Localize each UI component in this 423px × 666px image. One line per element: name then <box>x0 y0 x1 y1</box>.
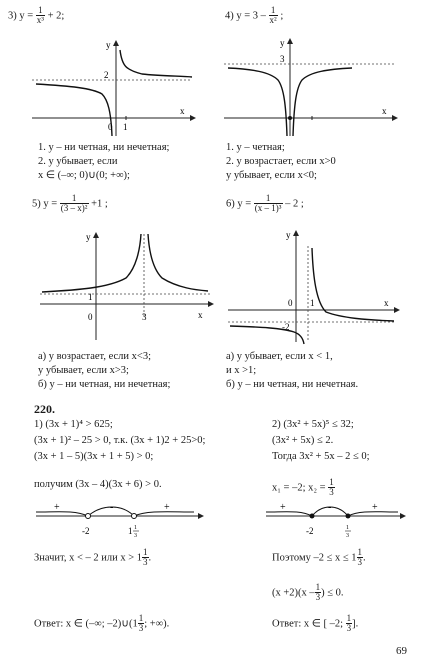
t220-right-point-1: -2 <box>306 526 314 536</box>
p4-lhs: y = 3 – <box>236 10 266 22</box>
t220-left-point-2-num: 1 <box>134 525 137 531</box>
t220-right-factored-fraction: $\frac{1}{3}$ <box>315 582 321 603</box>
p5-prop-2: y убывает, если x>3; <box>38 365 129 376</box>
t220-left-conclusion-text: Значит, x < – 2 или x > 1 <box>34 552 143 564</box>
p5-fraction: $\frac{1}{\text{(3 – x)²}}$ <box>60 193 88 214</box>
p3-label-2: 2 <box>104 70 109 80</box>
p3-lhs: y = <box>19 10 34 22</box>
p3-prop-1: 1. y – ни четная, ни нечетная; <box>38 142 170 153</box>
p6-prop-3: б) y – ни четная, ни нечетная. <box>226 379 359 390</box>
p4-num: 4) <box>225 10 234 22</box>
p6-lhs: y = <box>237 198 252 210</box>
t220-left-sign-plus-2: + <box>164 502 170 513</box>
p6-axis-y: y <box>286 230 291 240</box>
p5-axis-x: x <box>198 310 203 320</box>
p6-label-1: 1 <box>310 298 315 308</box>
t220-left-line-3: (3x + 1 – 5)(3x + 1 + 5) > 0; <box>34 451 154 462</box>
p6-graph <box>226 226 406 346</box>
t220-right-conclusion-end: . <box>363 552 366 564</box>
p5-label-3: 3 <box>142 312 147 322</box>
p3-axis-y: y <box>106 40 111 50</box>
t220-left-line-2: (3x + 1)² – 25 > 0, т.к. (3x + 1)2 + 25>0; <box>34 435 206 446</box>
p4-formula <box>225 6 283 26</box>
p6-prop-2: и x >1; <box>226 365 257 376</box>
t220-right-line-1: 2) (3x² + 5x)⁵ ≤ 32; <box>272 419 354 430</box>
p6-label-neg2: -2 <box>282 322 290 332</box>
p5-label-1: 1 <box>88 292 93 302</box>
t220-right-point-2-den: 3 <box>346 533 349 539</box>
p3-fraction: $\frac{1}{\text{x³}}$ <box>36 5 44 26</box>
t220-right-conclusion-fraction: $\frac{1}{3}$ <box>357 547 363 568</box>
p6-rhs: – 2 ; <box>285 198 304 210</box>
p5-graph <box>38 228 218 344</box>
p6-prop-1: а) y убывает, если x < 1, <box>226 351 333 362</box>
page-number: 69 <box>396 645 407 657</box>
p3-prop-2: 2. y убывает, если <box>38 156 118 167</box>
t220-right-factored-end: ) ≤ 0. <box>321 587 344 599</box>
t220-left-conclusion-fraction: $\frac{1}{3}$ <box>143 547 148 568</box>
p6-fraction: $\frac{1}{\text{(x – 1)³}}$ <box>254 193 282 214</box>
p6-formula <box>226 194 304 214</box>
p5-rhs: +1 ; <box>91 198 108 210</box>
t220-left-conclusion-end: . <box>148 552 152 564</box>
p4-axis-x: x <box>382 106 387 116</box>
t220-left-point-2-whole: 1 <box>128 526 133 536</box>
p3-num: 3) <box>8 10 17 22</box>
p4-prop-3: y убывает, если x<0; <box>226 170 317 181</box>
p5-axis-y: y <box>86 232 91 242</box>
t220-left-answer <box>34 614 169 634</box>
p3-graph <box>30 38 200 138</box>
t220-left-answer-fraction: $\frac{1}{3}$ <box>138 613 144 634</box>
p5-formula <box>32 194 108 214</box>
t220-right-answer <box>272 614 358 634</box>
t220-left-conclusion <box>34 548 151 568</box>
p5-prop-1: а) y возрастает, если x<3; <box>38 351 152 362</box>
t220-right-number-line <box>262 500 412 544</box>
t220-right-roots-text: x₁ = –2; x₂ = <box>272 482 326 494</box>
p4-rhs: ; <box>280 10 284 22</box>
t220-left-sign-plus-1: + <box>54 502 60 513</box>
t220-left-sign-minus: - <box>110 502 114 513</box>
p4-axis-y: y <box>280 38 285 48</box>
t220-right-roots-fraction: $\frac{1}{3}$ <box>329 477 334 498</box>
p4-fraction: $\frac{1}{\text{x²}}$ <box>269 5 277 26</box>
p3-formula <box>8 6 64 26</box>
t220-right-roots <box>272 478 335 498</box>
p4-prop-1: 1. y – четная; <box>226 142 285 153</box>
task-220-number: 220. <box>34 402 55 416</box>
p5-label-0: 0 <box>88 312 93 322</box>
p6-axis-x: x <box>384 298 389 308</box>
t220-right-sign-plus-1: + <box>280 502 286 513</box>
p5-prop-3: б) y – ни четная, ни нечетная; <box>38 379 171 390</box>
p4-prop-2: 2. y возрастает, если x>0 <box>226 156 336 167</box>
t220-right-answer-text: Ответ: x ∈ [ –2; <box>272 618 344 630</box>
t220-right-line-2: (3x² + 5x) ≤ 2. <box>272 435 334 446</box>
t220-right-conclusion <box>272 548 366 568</box>
p3-rhs: + 2; <box>47 10 65 22</box>
p3-label-0: 0 <box>108 122 113 132</box>
p6-label-0: 0 <box>288 298 293 308</box>
t220-right-conclusion-text: Поэтому –2 ≤ x ≤ 1 <box>272 552 357 564</box>
p3-label-1: 1 <box>123 122 128 132</box>
p5-lhs: y = <box>43 198 58 210</box>
p3-axis-x: x <box>180 106 185 116</box>
t220-right-sign-minus: - <box>328 502 332 513</box>
p6-num: 6) <box>226 198 235 210</box>
t220-right-line-3: Тогда 3x² + 5x – 2 ≤ 0; <box>272 451 370 462</box>
t220-right-factored-text: (x +2)(x – <box>272 587 315 599</box>
t220-right-factored <box>272 583 344 603</box>
t220-right-sign-plus-2: + <box>372 502 378 513</box>
t220-left-number-line <box>30 500 210 544</box>
p4-label-3: 3 <box>280 54 285 64</box>
t220-left-line-1: 1) (3x + 1)⁴ > 625; <box>34 419 113 430</box>
p3-prop-3: x ∈ (–∞; 0)∪(0; +∞); <box>38 170 130 181</box>
p4-graph <box>222 36 402 138</box>
t220-right-point-2-num: 1 <box>346 525 349 531</box>
t220-left-line-4: получим (3x – 4)(3x + 6) > 0. <box>34 479 162 490</box>
p5-num: 5) <box>32 198 41 210</box>
t220-left-point-2-den: 3 <box>134 533 137 539</box>
t220-left-answer-text: Ответ: x ∈ (–∞; –2)∪(1 <box>34 618 138 630</box>
t220-left-point-1: -2 <box>82 526 90 536</box>
t220-right-answer-end: ]. <box>352 618 359 630</box>
t220-left-answer-end: ; +∞). <box>144 618 170 630</box>
t220-right-answer-fraction: $\frac{1}{3}$ <box>346 613 352 634</box>
